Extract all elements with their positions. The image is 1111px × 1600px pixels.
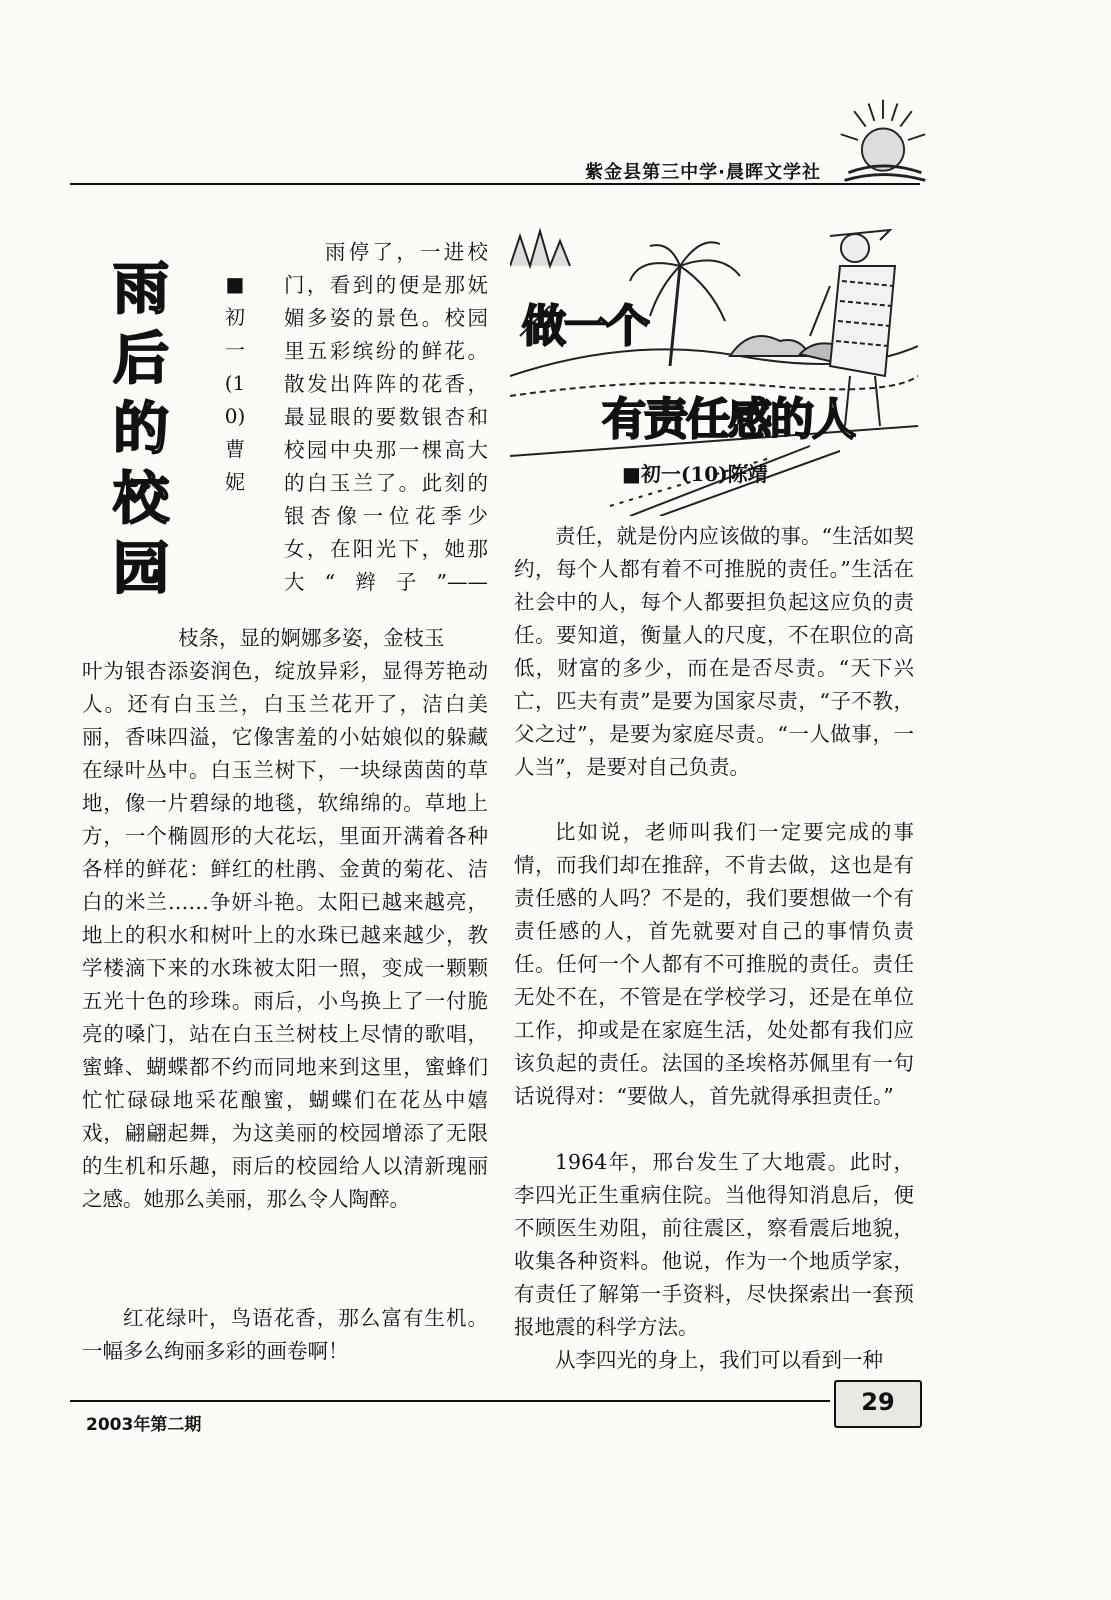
article-byline-left: ■初一(10)曹妮 xyxy=(224,272,246,494)
left-paragraph-2: 红花绿叶，鸟语花香，那么富有生机。一幅多么绚丽多彩的画卷啊！ xyxy=(82,1306,488,1363)
article-byline-right: ■初一(10)陈靖 xyxy=(622,462,768,486)
left-paragraph-1-top: 雨停了，一进校门，看到的便是那妩媚多姿的景色。校园里五彩缤纷的鲜花。散发出阵阵的花香，最显眼的要数银杏和校园中央那一棵高大的白玉兰了。此刻的银杏像一位花季少女，在阳光下，她那大“辫子”—— xyxy=(284,240,488,594)
left-paragraph-1-rest: 叶为银杏添姿润色，绽放异彩，显得芳艳动人。还有白玉兰，白玉兰花开了，洁白美丽，香味四溢，它像害羞的小姑娘似的躲藏在绿叶丛中。白玉兰树下，一块绿茵茵的草地，像一片碧绿的地毯，软绵绵的。草地上方，一个椭圆形的大花坛，里面开满着各种各样的鲜花：鲜红的杜鹃、金黄的菊花、洁白的米兰……争妍斗艳。太阳已越来越亮，地上的积水和树叶上的水珠已越来越少，教学楼滴下来的水珠被太阳一照，变成一颗颗五光十色的珍珠。雨后，小鸟换上了一付脆亮的嗓门，站在白玉兰树枝上尽情的歌唱，蜜蜂、蝴蝶都不约而同地来到这里，蜜蜂们忙忙碌碌地采花酿蜜，蝴蝶们在花丛中嬉戏，翩翩起舞，为这美丽的校园增添了无限的生机和乐趣，雨后的校园给人以清新瑰丽之感。她那么美丽，那么令人陶醉。 xyxy=(82,659,488,1211)
footer-rule xyxy=(70,1400,830,1402)
sunrise-logo-icon xyxy=(835,92,931,188)
title-char: 校 xyxy=(113,467,169,532)
masthead-title: 紫金县第三中学·晨晖文学社 xyxy=(585,162,821,183)
title-char: 雨 xyxy=(113,257,169,322)
article-title-line-1: 做一个 xyxy=(522,301,648,352)
page-number: 29 xyxy=(861,1388,895,1416)
left-paragraph-1-bottom xyxy=(82,622,488,1216)
right-paragraph-4: 从李四光的身上，我们可以看到一种 xyxy=(555,1348,883,1372)
title-char: 后 xyxy=(113,327,169,392)
right-paragraph-3: 1964年，邢台发生了大地震。此时，李四光正生重病住院。当他得知消息后，便不顾医生劝阻，前往震区，察看震后地貌，收集各种资料。他说，作为一个地质学家，有责任了解第一手资料，尽快探索出一套预报地震的科学方法。 xyxy=(514,1150,914,1339)
right-paragraph-1: 责任，就是份内应该做的事。“生活如契约，每个人都有着不可推脱的责任。”生活在社会中的人，每个人都要担负起这应负的责任。要知道，衡量人的尺度，不在职位的高低，财富的多少，而在是否尽责。“天下兴亡，匹夫有责”是要为国家尽责，“子不教，父之过”，是要为家庭尽责。“一人做事，一人当”，是要对自己负责。 xyxy=(514,524,914,779)
left-paragraph-1-continuation: 枝条，显的婀娜多姿，金枝玉 xyxy=(178,626,445,650)
article-title-rain-campus xyxy=(106,255,176,605)
issue-label: 2003年第二期 xyxy=(86,1415,202,1435)
title-char: 的 xyxy=(113,397,169,462)
article-title-line-2: 有责任感的人 xyxy=(602,394,854,445)
right-paragraph-2: 比如说，老师叫我们一定要完成的事情，而我们却在推辞，不肯去做，这也是有责任感的人吗？不是的，我们要想做一个有责任感的人，首先就要对自己的事情负责任。任何一个人都有不可推脱的责任。责任无处不在，不管是在学校学习，还是在单位工作，抑或是在家庭生活，处处都有我们应该负起的责任。法国的圣埃格苏佩里有一句话说得对：“要做人，首先就得承担责任。” xyxy=(514,820,914,1108)
title-char: 园 xyxy=(113,537,169,602)
header-rule xyxy=(70,183,920,185)
